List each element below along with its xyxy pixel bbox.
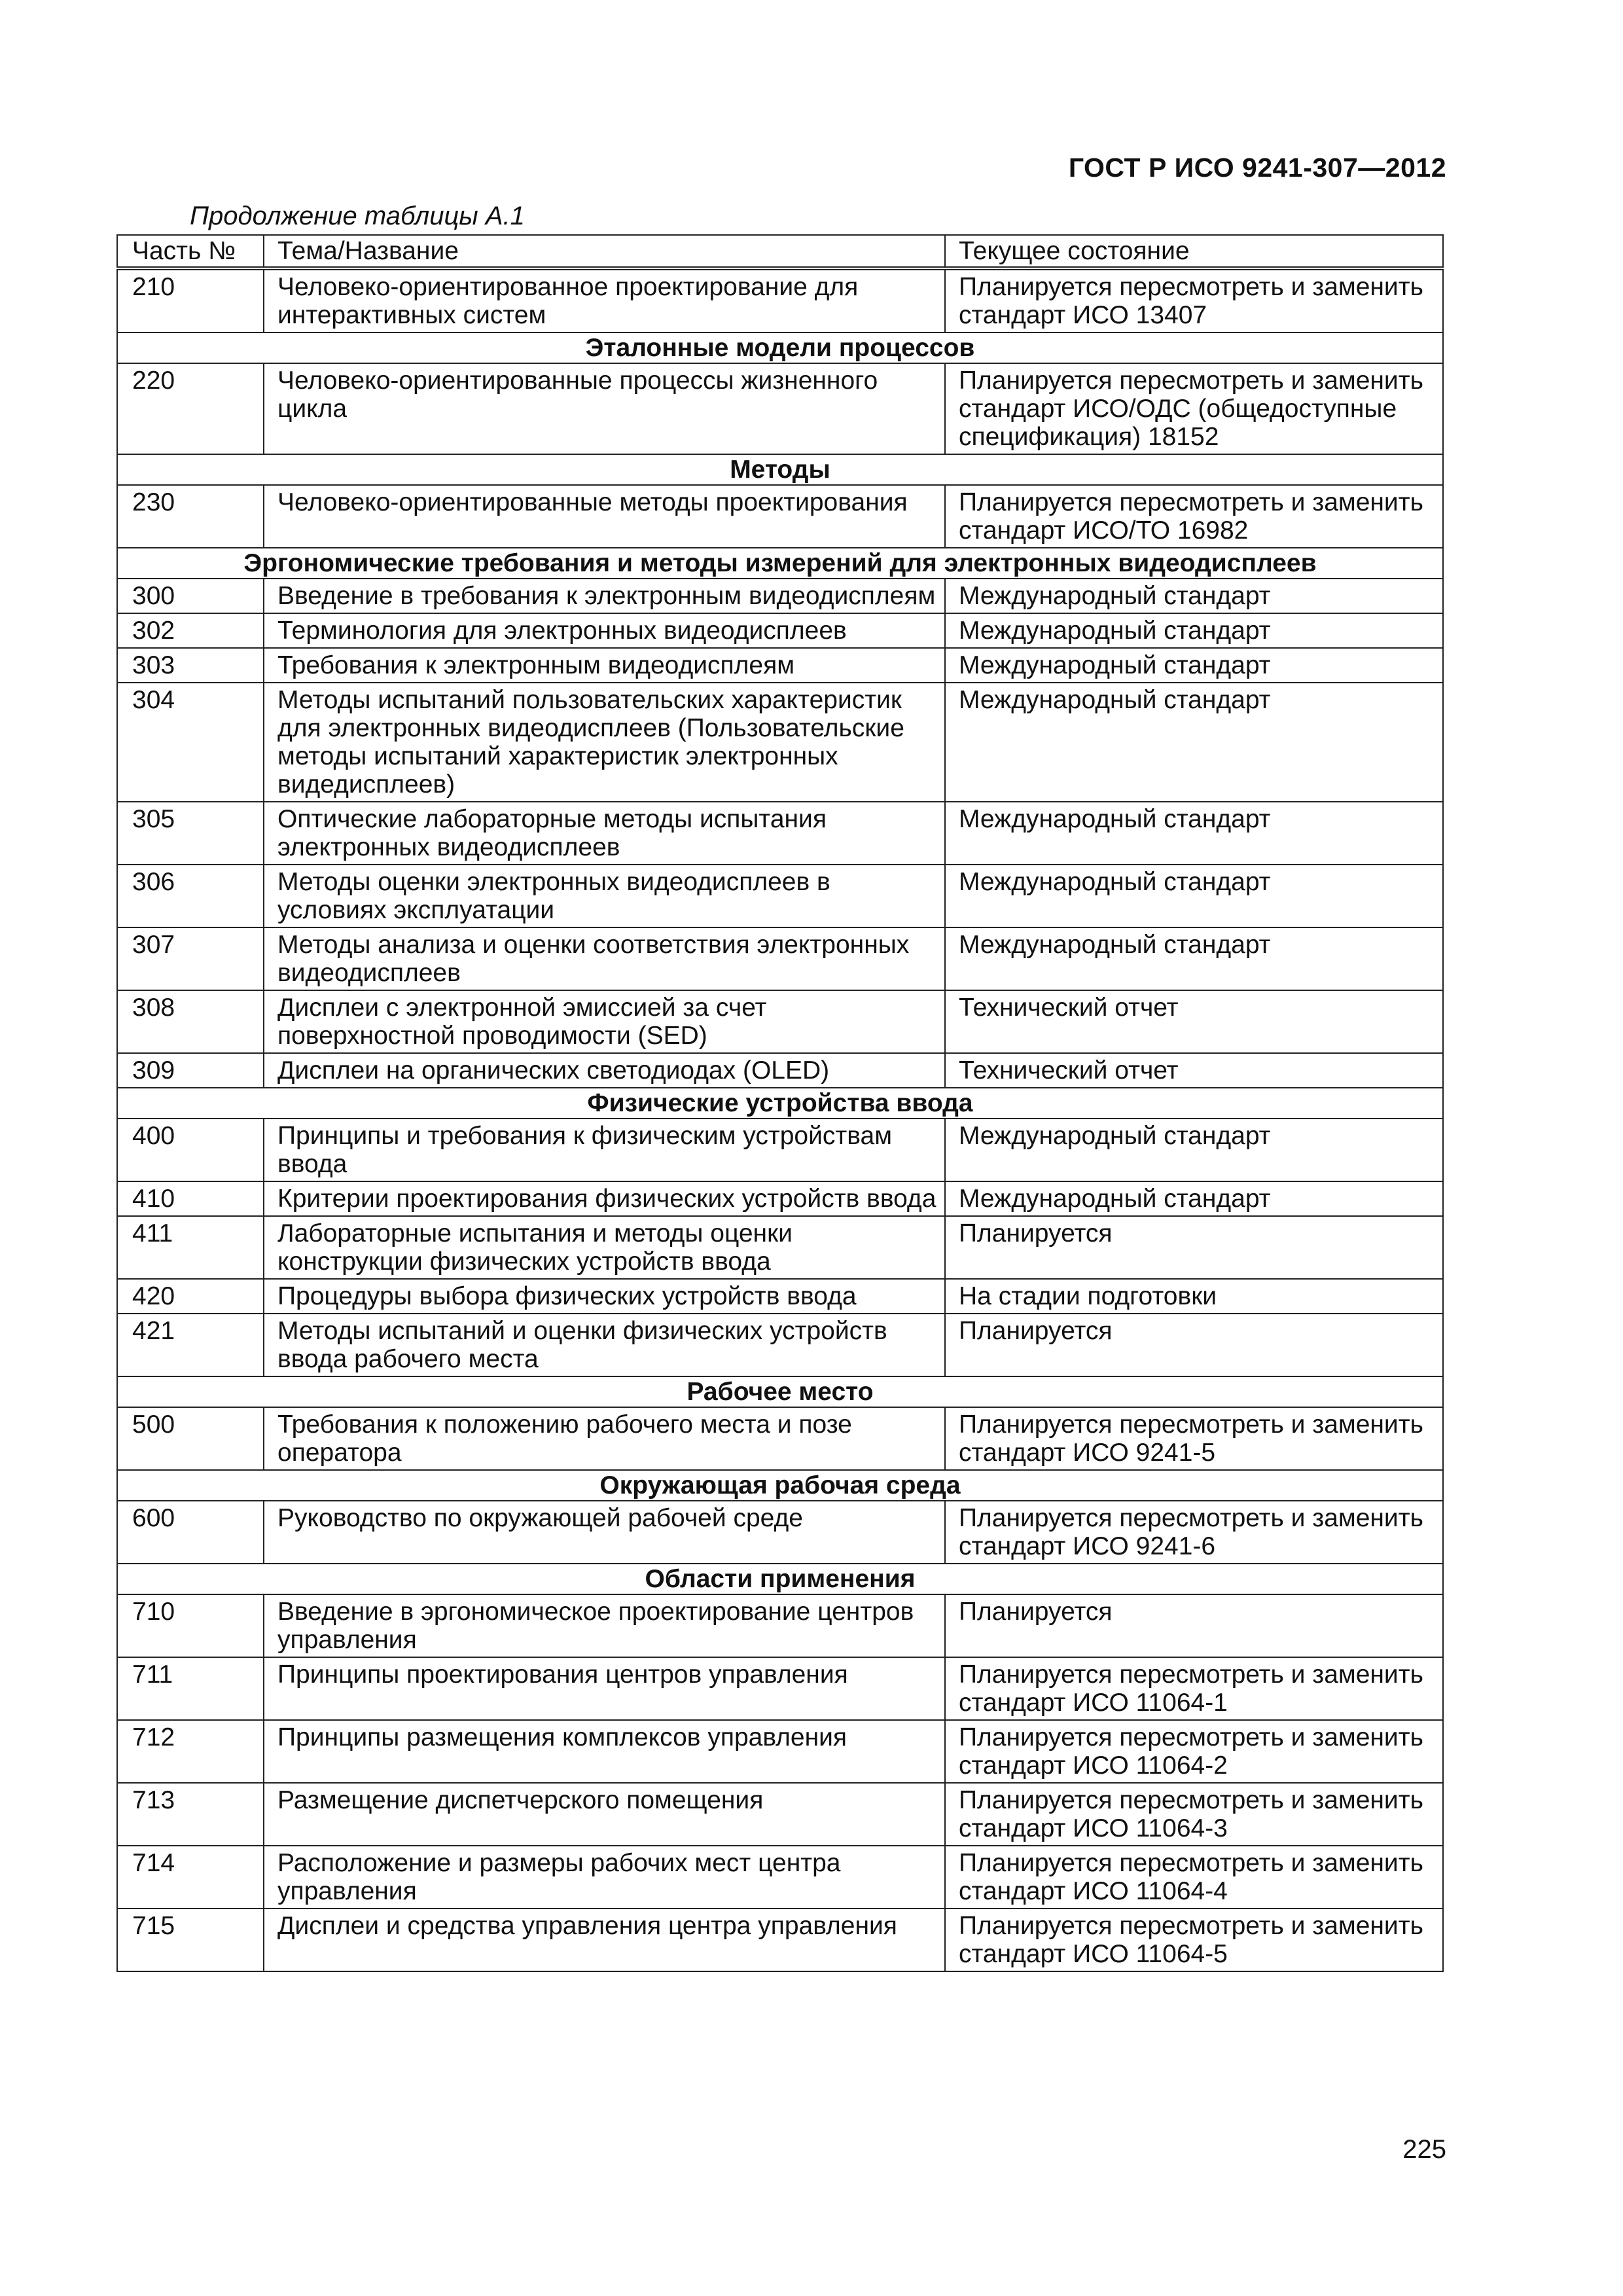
title-cell: Методы оценки электронных видеодисплеев в условиях эксплуатации — [264, 865, 945, 927]
table-header-row — [117, 235, 1443, 268]
title-cell: Дисплеи на органических светодиодах (OLED) — [264, 1053, 945, 1088]
status-cell: Планируется пересмотреть и заменить стандарт ИСО 11064-4 — [945, 1846, 1443, 1909]
title-cell: Методы испытаний пользовательских характеристик для электронных видеодисплеев (Пользовательские методы испытаний характеристик электронных видедисплеев) — [264, 683, 945, 802]
status-cell: Планируется пересмотреть и заменить стандарт ИСО 13407 — [945, 268, 1443, 332]
status-cell: Планируется — [945, 1314, 1443, 1376]
part-number-cell: 302 — [117, 613, 264, 648]
table-row — [117, 268, 1443, 332]
section-heading: Рабочее место — [117, 1376, 1443, 1407]
table-row — [117, 1657, 1443, 1720]
title-cell: Введение в эргономическое проектирование центров управления — [264, 1594, 945, 1657]
part-number-cell: 309 — [117, 1053, 264, 1088]
table-row — [117, 1501, 1443, 1564]
title-cell: Оптические лабораторные методы испытания электронных видеодисплеев — [264, 802, 945, 865]
table-row — [117, 990, 1443, 1053]
part-number-cell: 715 — [117, 1909, 264, 1971]
section-heading: Окружающая рабочая среда — [117, 1470, 1443, 1501]
part-number-cell: 306 — [117, 865, 264, 927]
section-heading: Области применения — [117, 1564, 1443, 1594]
status-cell: Планируется — [945, 1216, 1443, 1279]
section-row — [117, 332, 1443, 363]
title-cell: Человеко-ориентированные процессы жизненного цикла — [264, 363, 945, 454]
section-row — [117, 1564, 1443, 1594]
table-row — [117, 1783, 1443, 1846]
status-cell: Планируется пересмотреть и заменить стандарт ИСО 9241-5 — [945, 1407, 1443, 1470]
part-number-cell: 421 — [117, 1314, 264, 1376]
part-number-cell: 230 — [117, 485, 264, 548]
part-number-cell: 411 — [117, 1216, 264, 1279]
section-heading: Физические устройства ввода — [117, 1088, 1443, 1119]
title-cell: Принципы размещения комплексов управления — [264, 1720, 945, 1783]
status-cell: На стадии подготовки — [945, 1279, 1443, 1314]
part-number-cell: 410 — [117, 1181, 264, 1216]
status-cell: Планируется пересмотреть и заменить стандарт ИСО 11064-3 — [945, 1783, 1443, 1846]
status-cell: Международный стандарт — [945, 648, 1443, 683]
table-row — [117, 1279, 1443, 1314]
part-number-cell: 500 — [117, 1407, 264, 1470]
part-number-cell: 420 — [117, 1279, 264, 1314]
table-row — [117, 865, 1443, 927]
part-number-cell: 713 — [117, 1783, 264, 1846]
title-cell: Принципы и требования к физическим устройствам ввода — [264, 1119, 945, 1181]
part-number-cell: 710 — [117, 1594, 264, 1657]
status-cell: Международный стандарт — [945, 1119, 1443, 1181]
part-number-cell: 305 — [117, 802, 264, 865]
document-code: ГОСТ Р ИСО 9241-307—2012 — [1068, 152, 1446, 183]
column-header-part: Часть № — [117, 235, 264, 268]
title-cell: Критерии проектирования физических устройств ввода — [264, 1181, 945, 1216]
table-row — [117, 1314, 1443, 1376]
status-cell: Международный стандарт — [945, 579, 1443, 613]
table-row — [117, 1119, 1443, 1181]
section-row — [117, 454, 1443, 485]
part-number-cell: 304 — [117, 683, 264, 802]
title-cell: Размещение диспетчерского помещения — [264, 1783, 945, 1846]
part-number-cell: 300 — [117, 579, 264, 613]
table-row — [117, 1181, 1443, 1216]
status-cell: Планируется пересмотреть и заменить стандарт ИСО 9241-6 — [945, 1501, 1443, 1564]
status-cell: Планируется пересмотреть и заменить стандарт ИСО 11064-1 — [945, 1657, 1443, 1720]
column-header-status: Текущее состояние — [945, 235, 1443, 268]
title-cell: Дисплеи и средства управления центра управления — [264, 1909, 945, 1971]
part-number-cell: 210 — [117, 268, 264, 332]
standards-table — [116, 234, 1444, 1972]
title-cell: Терминология для электронных видеодисплеев — [264, 613, 945, 648]
title-cell: Дисплеи с электронной эмиссией за счет поверхностной проводимости (SED) — [264, 990, 945, 1053]
status-cell: Международный стандарт — [945, 613, 1443, 648]
title-cell: Введение в требования к электронным видеодисплеям — [264, 579, 945, 613]
table-row — [117, 683, 1443, 802]
table-row — [117, 1594, 1443, 1657]
column-header-title: Тема/Название — [264, 235, 945, 268]
part-number-cell: 600 — [117, 1501, 264, 1564]
table-row — [117, 1407, 1443, 1470]
part-number-cell: 711 — [117, 1657, 264, 1720]
status-cell: Международный стандарт — [945, 927, 1443, 990]
status-cell: Планируется пересмотреть и заменить стандарт ИСО 11064-2 — [945, 1720, 1443, 1783]
title-cell: Лабораторные испытания и методы оценки конструкции физических устройств ввода — [264, 1216, 945, 1279]
title-cell: Принципы проектирования центров управления — [264, 1657, 945, 1720]
title-cell: Процедуры выбора физических устройств ввода — [264, 1279, 945, 1314]
table-row — [117, 1720, 1443, 1783]
page-number: 225 — [1402, 2135, 1446, 2164]
section-heading: Методы — [117, 454, 1443, 485]
table-row — [117, 1846, 1443, 1909]
section-row — [117, 548, 1443, 579]
title-cell: Человеко-ориентированное проектирование для интерактивных систем — [264, 268, 945, 332]
title-cell: Методы анализа и оценки соответствия электронных видеодисплеев — [264, 927, 945, 990]
section-row — [117, 1470, 1443, 1501]
table-row — [117, 648, 1443, 683]
section-heading: Эталонные модели процессов — [117, 332, 1443, 363]
status-cell: Международный стандарт — [945, 865, 1443, 927]
table-body — [117, 268, 1443, 1971]
part-number-cell: 714 — [117, 1846, 264, 1909]
title-cell: Методы испытаний и оценки физических устройств ввода рабочего места — [264, 1314, 945, 1376]
table-caption: Продолжение таблицы А.1 — [190, 202, 525, 230]
table-row — [117, 927, 1443, 990]
title-cell: Расположение и размеры рабочих мест центра управления — [264, 1846, 945, 1909]
title-cell: Требования к положению рабочего места и позе оператора — [264, 1407, 945, 1470]
status-cell: Международный стандарт — [945, 683, 1443, 802]
part-number-cell: 303 — [117, 648, 264, 683]
status-cell: Международный стандарт — [945, 1181, 1443, 1216]
table-row — [117, 579, 1443, 613]
status-cell: Технический отчет — [945, 990, 1443, 1053]
title-cell: Требования к электронным видеодисплеям — [264, 648, 945, 683]
table-row — [117, 613, 1443, 648]
part-number-cell: 307 — [117, 927, 264, 990]
section-row — [117, 1088, 1443, 1119]
title-cell: Человеко-ориентированные методы проектирования — [264, 485, 945, 548]
table-row — [117, 485, 1443, 548]
title-cell: Руководство по окружающей рабочей среде — [264, 1501, 945, 1564]
status-cell: Технический отчет — [945, 1053, 1443, 1088]
table-row — [117, 1216, 1443, 1279]
table-row — [117, 363, 1443, 454]
table-row — [117, 802, 1443, 865]
part-number-cell: 308 — [117, 990, 264, 1053]
section-row — [117, 1376, 1443, 1407]
status-cell: Международный стандарт — [945, 802, 1443, 865]
status-cell: Планируется пересмотреть и заменить стандарт ИСО/ОДС (общедоступные спецификация) 18152 — [945, 363, 1443, 454]
section-heading: Эргономические требования и методы измерений для электронных видеодисплеев — [117, 548, 1443, 579]
status-cell: Планируется пересмотреть и заменить стандарт ИСО/ТО 16982 — [945, 485, 1443, 548]
status-cell: Планируется — [945, 1594, 1443, 1657]
part-number-cell: 220 — [117, 363, 264, 454]
table-row — [117, 1053, 1443, 1088]
status-cell: Планируется пересмотреть и заменить стандарт ИСО 11064-5 — [945, 1909, 1443, 1971]
part-number-cell: 400 — [117, 1119, 264, 1181]
table-row — [117, 1909, 1443, 1971]
part-number-cell: 712 — [117, 1720, 264, 1783]
